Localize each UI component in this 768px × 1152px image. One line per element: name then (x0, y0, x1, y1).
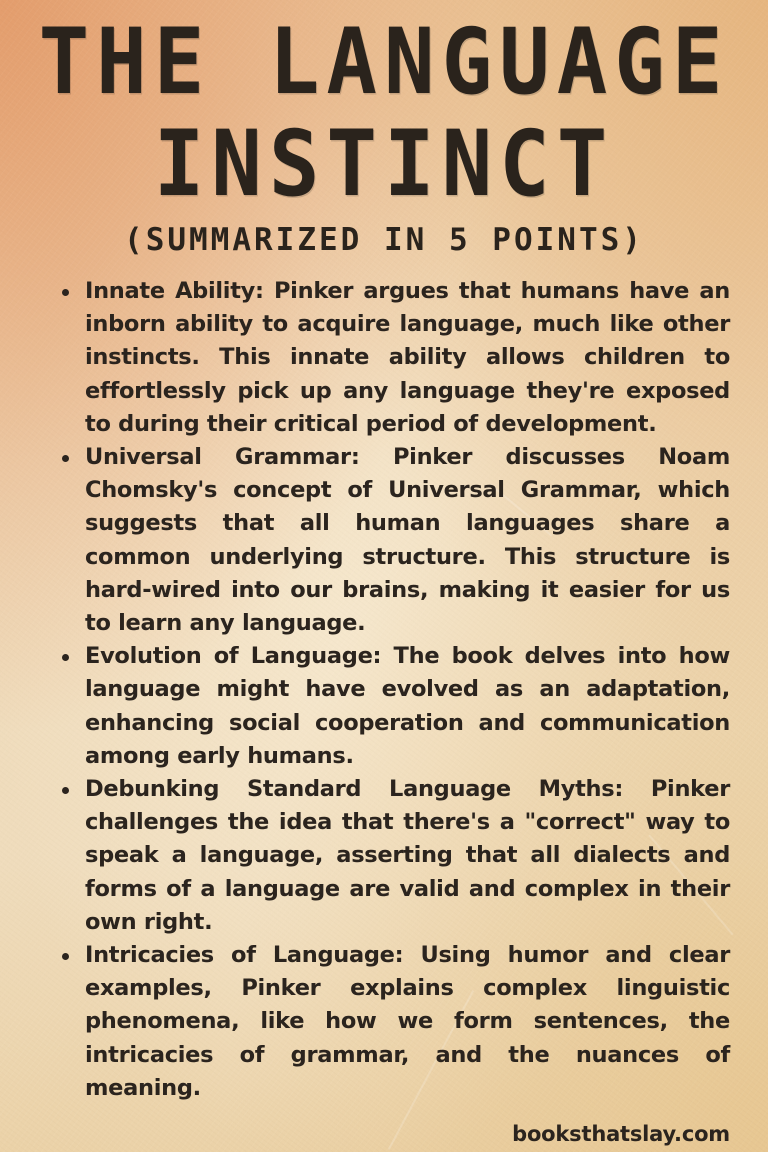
bullet-icon (62, 455, 69, 462)
bullet-icon (62, 654, 69, 661)
header (0, 8, 768, 258)
summary-point-text: Intricacies of Language: Using humor and clear examples, Pinker explains complex linguistic phenomena, like how we form sentences, the intricacies of grammar, and the nuances of meaning. (85, 942, 730, 1101)
title-line-2: INSTINCT (153, 111, 615, 217)
summary-point-text: Debunking Standard Language Myths: Pinker challenges the idea that there's a "correct" way to speak a language, asserting that all dialects and forms of a language are valid and complex in their own right. (85, 776, 730, 935)
bullet-icon (62, 953, 69, 960)
bullet-icon (62, 787, 69, 794)
summary-point (60, 939, 730, 1105)
site-watermark: booksthatslay.com (512, 1122, 730, 1146)
summary-point (60, 640, 730, 773)
bullet-icon (62, 289, 69, 296)
summary-point-text: Evolution of Language: The book delves into how language might have evolved as an adaptation, enhancing social cooperation and communication among early humans. (85, 643, 730, 769)
summary-point (60, 441, 730, 640)
summary-point-text: Innate Ability: Pinker argues that humans have an inborn ability to acquire language, much like other instincts. This innate ability allows children to effortlessly pick up any language they're exposed to during their critical period of development. (85, 278, 730, 437)
summary-point (60, 773, 730, 939)
summary-points-list (60, 275, 730, 1105)
summary-point-text: Universal Grammar: Pinker discusses Noam Chomsky's concept of Universal Grammar, which suggests that all human languages share a common underlying structure. This structure is hard-wired into our brains, making it easier for us to learn any language. (85, 444, 730, 637)
summary-point (60, 275, 730, 441)
title-line-1: THE LANGUAGE (38, 8, 730, 115)
subtitle: (SUMMARIZED IN 5 POINTS) (124, 222, 644, 258)
